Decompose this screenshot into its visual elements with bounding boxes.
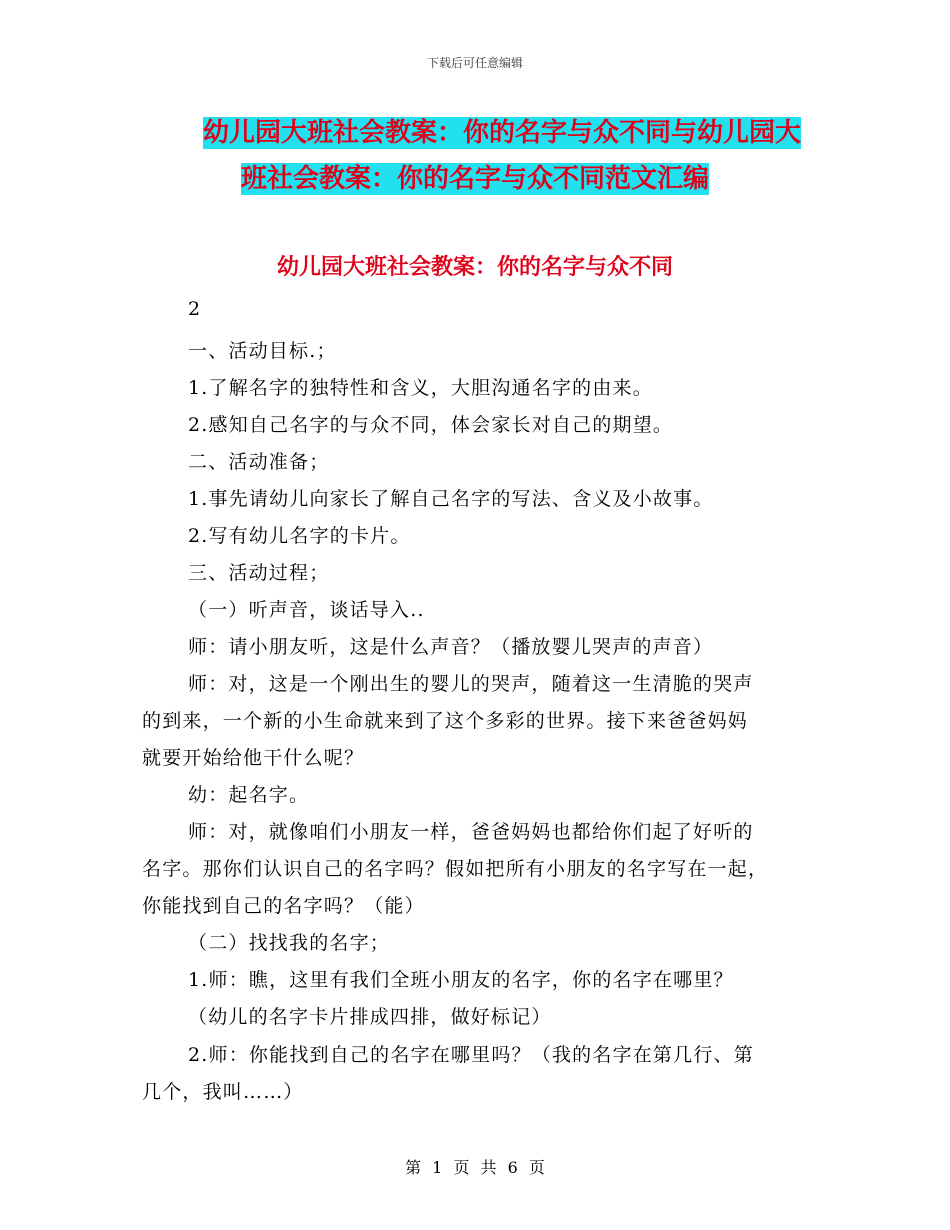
paragraph-line: 一、活动目标.； xyxy=(188,340,337,362)
paragraph-line: 师：对，就像咱们小朋友一样，爸爸妈妈也都给你们起了好听的 xyxy=(188,821,754,843)
paragraph-line: 2.师：你能找到自己的名字在哪里吗？（我的名字在第几行、第 xyxy=(188,1044,754,1066)
paragraph-line: （二）找找我的名字； xyxy=(188,932,391,954)
section-title: 幼儿园大班社会教案：你的名字与众不同 xyxy=(276,255,673,280)
page-header: 下载后可任意编辑 xyxy=(426,56,523,70)
paragraph-line: 你能找到自己的名字吗？（能） xyxy=(142,895,425,917)
paragraph-line: （幼儿的名字卡片排成四排，做好标记） xyxy=(188,1006,552,1028)
document-title-line-2: 班社会教案：你的名字与众不同范文汇编 xyxy=(240,164,709,194)
paragraph-line: 名字。那你们认识自己的名字吗？假如把所有小朋友的名字写在一起， xyxy=(142,858,769,880)
paragraph-line: 几个，我叫……） xyxy=(142,1081,304,1103)
paragraph-line: 师：对，这是一个刚出生的婴儿的哭声，随着这一生清脆的哭声 xyxy=(188,673,754,695)
paragraph-line: 师：请小朋友听，这是什么声音？（播放婴儿哭声的声音） xyxy=(188,636,714,658)
paragraph-line: 2 xyxy=(188,298,202,320)
paragraph-line: 就要开始给他干什么呢？ xyxy=(142,747,365,769)
paragraph-line: 2.感知自己名字的与众不同，体会家长对自己的期望。 xyxy=(188,414,674,436)
paragraph-line: （一）听声音，谈话导入.. xyxy=(188,599,425,621)
paragraph-line: 幼：起名字。 xyxy=(188,784,310,806)
paragraph-line: 二、活动准备； xyxy=(188,451,330,473)
paragraph-line: 的到来，一个新的小生命就来到了这个多彩的世界。接下来爸爸妈妈 xyxy=(142,710,749,732)
document-title-line-1: 幼儿园大班社会教案：你的名字与众不同与幼儿园大 xyxy=(202,118,801,148)
paragraph-line: 1.事先请幼儿向家长了解自己名字的写法、含义及小故事。 xyxy=(188,488,714,510)
paragraph-line: 1.了解名字的独特性和含义，大胆沟通名字的由来。 xyxy=(188,377,653,399)
paragraph-line: 2.写有幼儿名字的卡片。 xyxy=(188,525,411,547)
paragraph-line: 三、活动过程； xyxy=(188,562,330,584)
page-footer: 第 1 页 共 6 页 xyxy=(405,1158,545,1177)
paragraph-line: 1.师：瞧，这里有我们全班小朋友的名字，你的名字在哪里？ xyxy=(188,969,734,991)
